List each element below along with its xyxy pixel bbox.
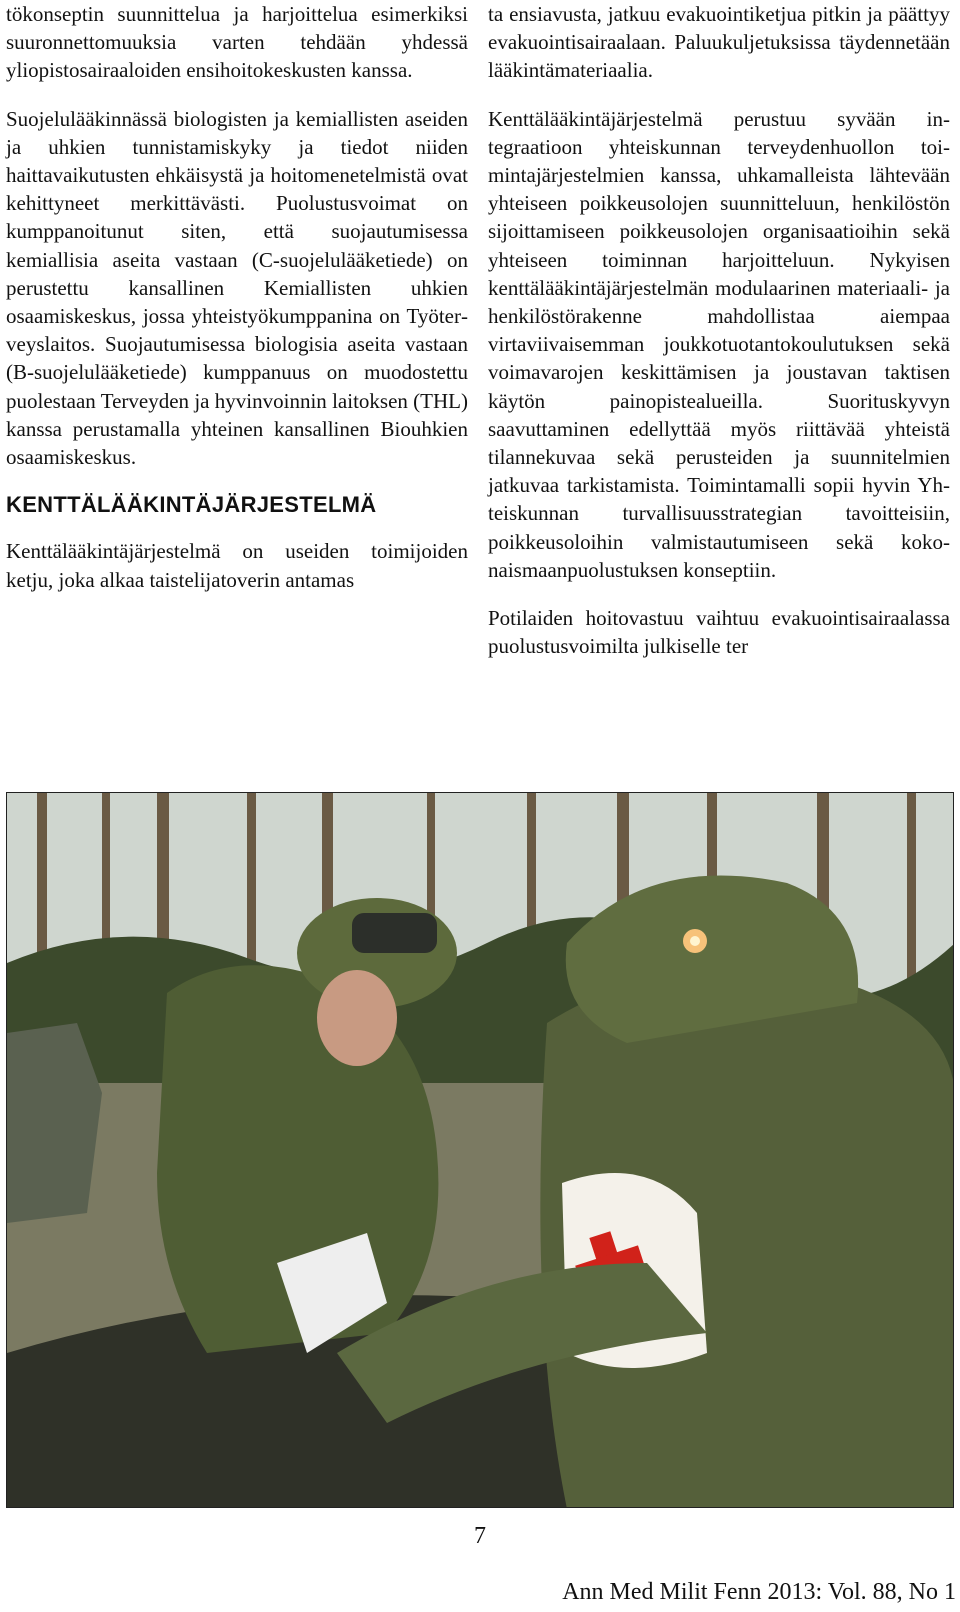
photo-goggles-left xyxy=(352,913,437,953)
photo-face-left xyxy=(317,970,397,1066)
section-heading: KENTTÄLÄÄKINTÄJÄRJESTELMÄ xyxy=(6,492,377,518)
paragraph-integration: Kenttälääkintäjärjestelmä perustuu syvään integraatioon yhteiskunnan terveydenhuollon toimintajärjestelmien kanssa, uhkamalleista lähtevään yhteiseen poikkeusolojen suunnitteluun, henkilöstön sijoittamiseen poikkeusolojen organisaatioihin sekä yhteiseen toiminnan harjoitteluun. Nykyisen kenttälääkintäjärjestelmän modulaarinen materiaali- ja henkilöstörakenne mahdollistaa aiempaa virtaviivaisemman joukkotuotantokoulutuksen sekä voimavarojen keskittämisen ja joustavan taktisen käytön painopistealueilla. Suorituskyvyn saavuttaminen edellyttää myös riittävää yhteistä tilannekuvaa sekä perusteiden ja suunnitelmien jatkuvaa tarkistamista. Toimintamalli sopii hyvin Yhteiskunnan turvallisuusstrategian tavoitteisiin, poikkeusoloihin valmistautumiseen sekä kokonaismaanpuolustuksen konseptiin. xyxy=(488,106,950,582)
paragraph-field-medical-system: Kenttälääkintäjärjestelmä on useiden toimijoiden ketju, joka alkaa taistelijatoverin antamas xyxy=(6,539,468,592)
paragraph-intro-continued: tökonseptin suunnittelua ja harjoittelua esimerkiksi suuronnettomuuksia varten tehdään yhdessä yliopistosairaaloiden ensihoitokeskusten kanssa. xyxy=(6,2,468,83)
paragraph-evacuation-chain: ta ensiavusta, jatkuu evakuointiketjua pitkin ja päättyy evakuointisairaalaan. Paluukuljetuksissa täydennetään lääkintämateriaalia. xyxy=(488,2,950,83)
paragraph-patient-responsibility: Potilaiden hoitovastuu vaihtuu evakuointisairaalassa puolustusvoimilta julkiselle ter xyxy=(488,606,950,659)
paragraph-protection-medicine: Suojelulääkinnässä biologisten ja kemiallisten aseiden ja uhkien tunnistamiskyky ja tiedot niiden haittavaikutusten ehkäisystä ja hoitomenetelmistä ovat kehittyneet merkittävästi. Puolustusvoimat on kumppanoitunut siten, että suojautumisessa kemiallisia aseita vastaan (C-suojelulääketiede) on perustettu kansallinen Kemiallisten uhkien osaamiskeskus, jossa yhteistyökumppanina on Työterveyslaitos. Suojautumisessa biologisia aseita vastaan (B-suojelulääketiede) kumppanuus on muodostettu puolestaan Terveyden ja hyvinvoinnin laitoksen (THL) kanssa perustamalla yhteinen kansallinen Biouhkien osaamiskeskus. xyxy=(6,106,468,470)
page-number: 7 xyxy=(474,1523,486,1549)
journal-footer: Ann Med Milit Fenn 2013: Vol. 88, No 1 xyxy=(562,1579,956,1605)
right-text-column xyxy=(488,0,950,680)
medic-photo xyxy=(6,792,954,1508)
left-text-column xyxy=(6,0,468,614)
